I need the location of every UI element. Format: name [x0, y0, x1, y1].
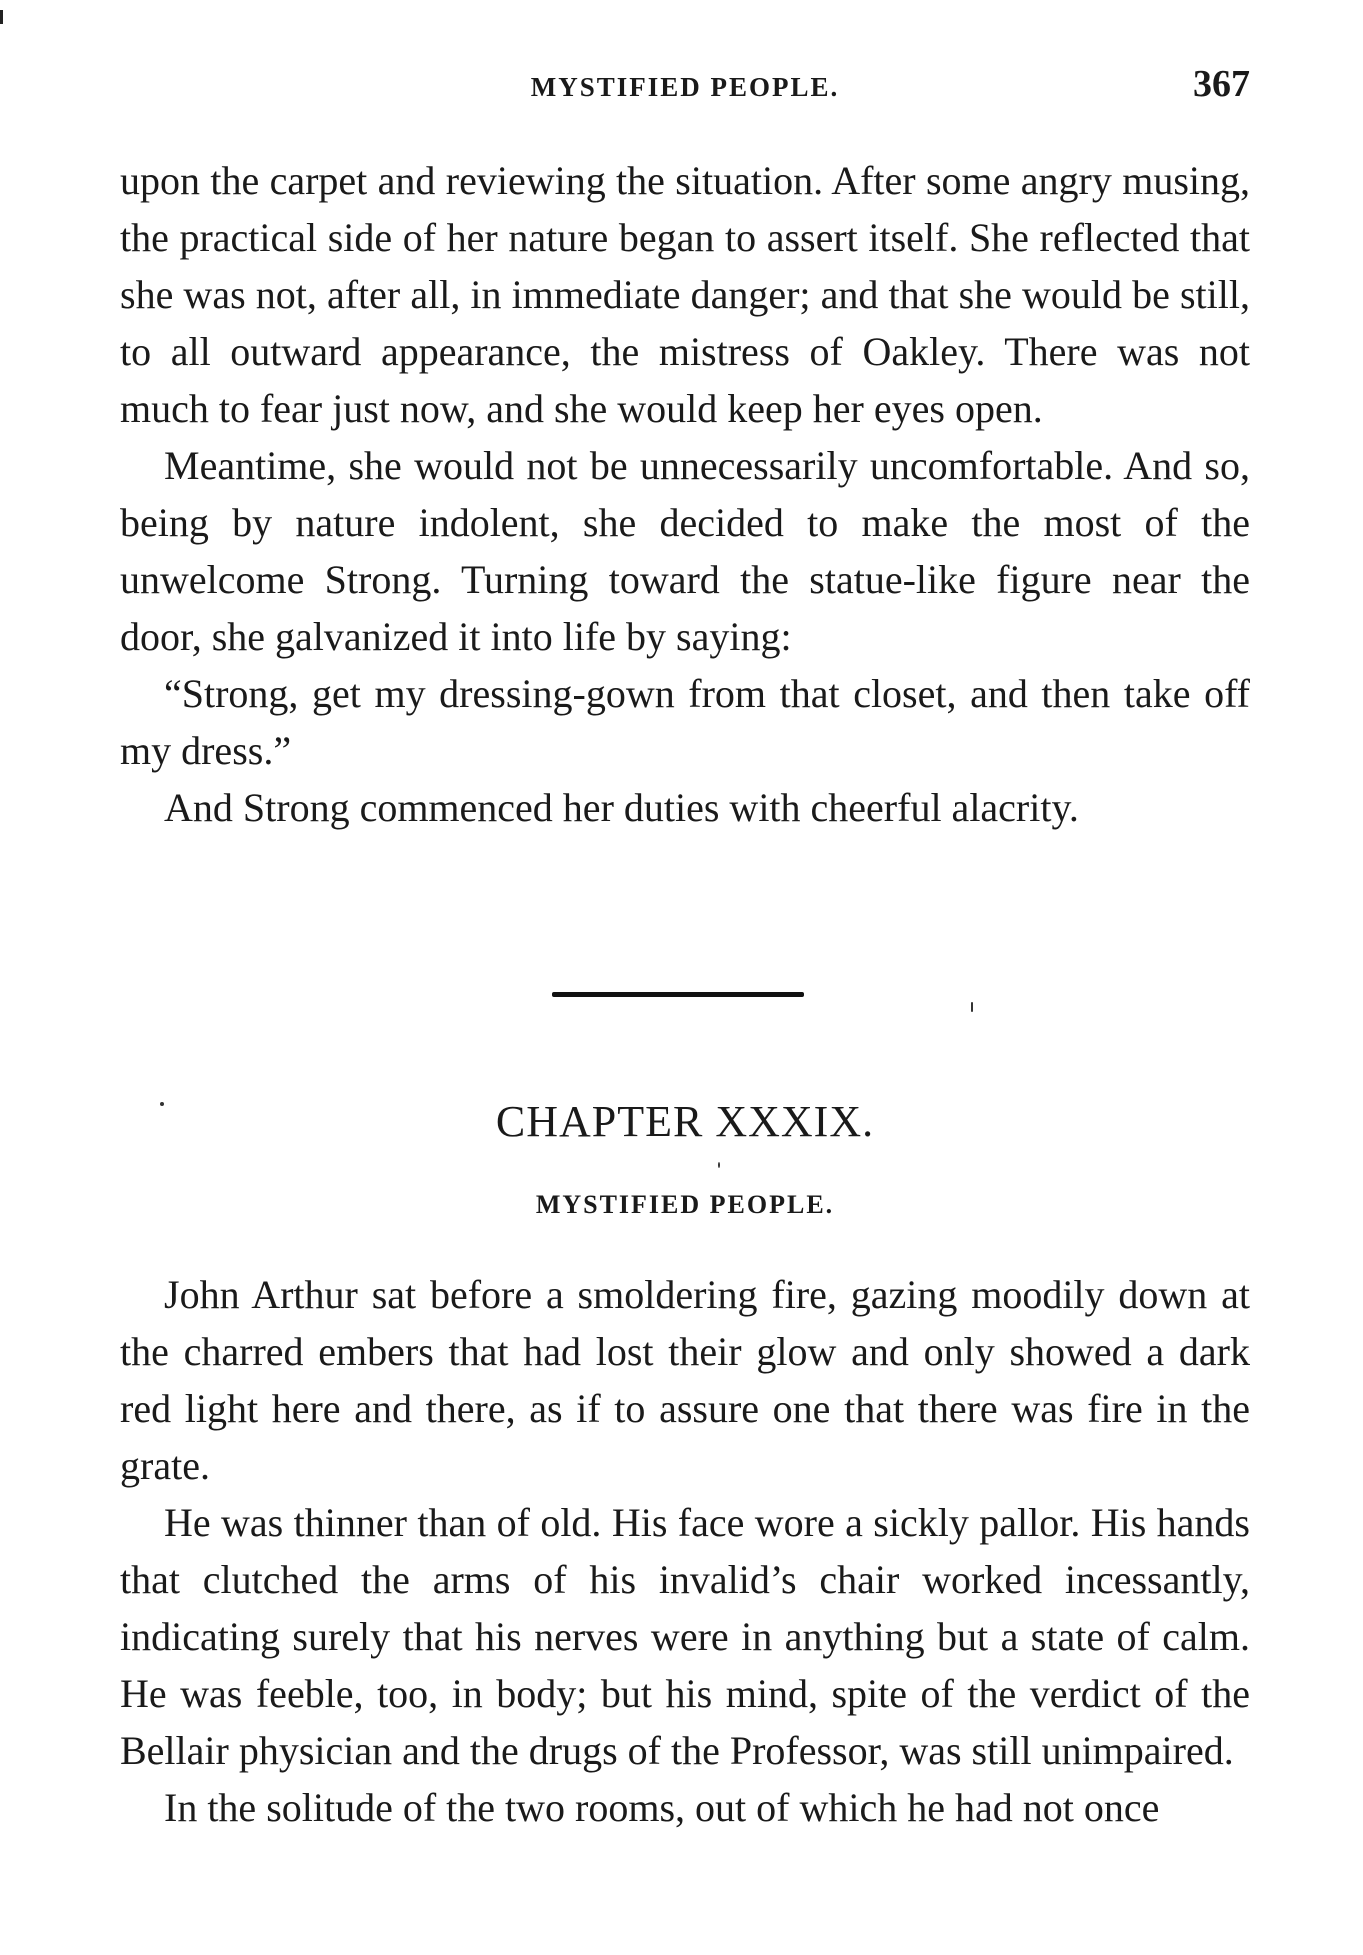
- paragraph-3: “Strong, get my dressing-gown from that closet, and then take off my dress.”: [120, 671, 1250, 773]
- running-title: MYSTIFIED PEOPLE.: [530, 72, 840, 102]
- paragraph-7: In the solitude of the two rooms, out of which he had not once: [164, 1785, 1160, 1830]
- paragraph-5: John Arthur sat before a smoldering fire, gazing moodily down at the charred embers that had lost their glow and only showed a dark red light here and there, as if to assure one that there was fire in the grate.: [120, 1272, 1250, 1488]
- scan-speck: [718, 1162, 720, 1168]
- top-text-block: [120, 152, 1250, 836]
- paragraph-1: upon the carpet and reviewing the situation. After some angry musing, the practical side of her nature began to assert itself. She reflected that she was not, after all, in immediate danger; and that she would be still, to all outward appearance, the mistress of Oakley. There was not much to fear just now, and she would keep her eyes open.: [120, 158, 1250, 431]
- chapter-subtitle: MYSTIFIED PEOPLE.: [535, 1190, 835, 1219]
- chapter-title: CHAPTER XXXIX.: [495, 1097, 875, 1146]
- page-number: 367: [1193, 63, 1250, 105]
- running-head: [120, 63, 1250, 106]
- paragraph-4: And Strong commenced her duties with cheerful alacrity.: [164, 785, 1079, 830]
- section-divider-rule: [552, 992, 804, 997]
- paragraph-6: He was thinner than of old. His face wore a sickly pallor. His hands that clutched the arms of his invalid’s chair worked incessantly, indicating surely that his nerves were in anything but a state of calm. He was feeble, too, in body; but his mind, spite of the verdict of the Bellair physician and the drugs of the Professor, was still unimpaired.: [120, 1500, 1250, 1773]
- bottom-text-block: [120, 1266, 1250, 1836]
- scan-edge-mark: [0, 10, 3, 24]
- paragraph-2: Meantime, she would not be unnecessarily uncomfortable. And so, being by nature indolent, she decided to make the most of the unwelcome Strong. Turning toward the statue-like figure near the door, she galvanized it into life by saying:: [120, 443, 1250, 659]
- scan-speck: [971, 1002, 973, 1012]
